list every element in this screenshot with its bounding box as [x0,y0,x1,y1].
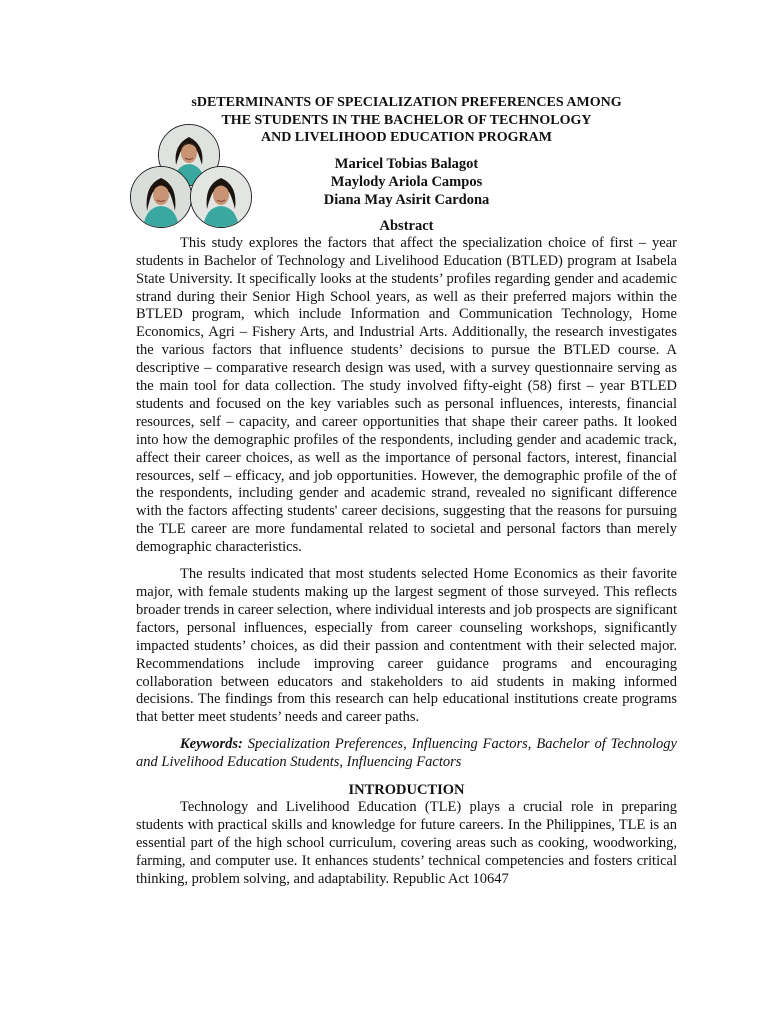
title-line: sDETERMINANTS OF SPECIALIZATION PREFERENCES AMONG [191,95,622,110]
keywords-label: Keywords: [180,736,243,753]
keywords-text: Specialization Preferences, Influencing Factors, Bachelor of Technology and Livelihood Education Students, Influencing Factors [136,736,677,771]
author-list [136,155,677,209]
abstract-paragraph: The results indicated that most students selected Home Economics as their favorite major, with female students making up the largest segment of those surveyed. This reflects broader trends in career selection, where individual interests and job prospects are significant factors, personal influences, especially from career counseling workshops, significantly impacted students’ choices, as did their passion and contentment with their selected major. Recommendations include improving career guidance programs and encouraging collaboration between educators and stakeholders to aid students in making informed decisions. The findings from this research can help educational institutions create programs that better meet students’ needs and career paths. [136,566,677,726]
abstract-paragraph: This study explores the factors that affect the specialization choice of first – year students in Bachelor of Technology and Livelihood Education (BTLED) program at Isabela State University. It specifically looks at the students’ profiles regarding gender and academic strand during their Senior High School years, as well as their preferred majors within the BTLED program, which include Information and Communication Technology, Home Economics, Agri – Fishery Arts, and Industrial Arts. Additionally, the research investigates the various factors that influence students’ decisions to pursue the BTLED course. A descriptive – comparative research design was used, with a survey questionnaire serving as the main tool for data collection. The study involved fifty-eight (58) first – year BTLED students and focused on the key variables such as personal influences, interests, financial resources, self – capacity, and career opportunities that shape their career paths. It looked into how the demographic profiles of the respondents, including gender and academic track, affect their career choices, as well as the importance of personal factors, interest, financial resources, self – efficacy, and job opportunities. However, the demographic profile of the of the respondents, including gender and academic strand, revealed no significant difference with the factors affecting students' career decisions, suggesting that the reasons for pursuing the TLE career are more fundamental related to societal and personal factors than merely demographic characteristics. [136,234,677,556]
paper-page [136,94,677,889]
abstract-heading: Abstract [379,217,434,234]
introduction-paragraph: Technology and Livelihood Education (TLE) plays a crucial role in preparing students with practical skills and knowledge for future careers. In the Philippines, TLE is an essential part of the high school curriculum, covering areas such as cooking, woodworking, farming, and computer use. It enhances students’ technical competencies and fosters critical thinking, problem solving, and adaptability. Republic Act 10647 [136,799,677,887]
author-name: Maricel Tobias Balagot [334,155,479,172]
author-name: Diana May Asirit Cardona [323,191,490,208]
keywords [136,736,677,772]
introduction-heading: INTRODUCTION [348,782,465,799]
author-name: Maylody Ariola Campos [330,173,483,190]
paper-title [136,94,677,147]
title-line: AND LIVELIHOOD EDUCATION PROGRAM [260,130,553,146]
title-line: THE STUDENTS IN THE BACHELOR OF TECHNOLOGY [221,112,592,128]
